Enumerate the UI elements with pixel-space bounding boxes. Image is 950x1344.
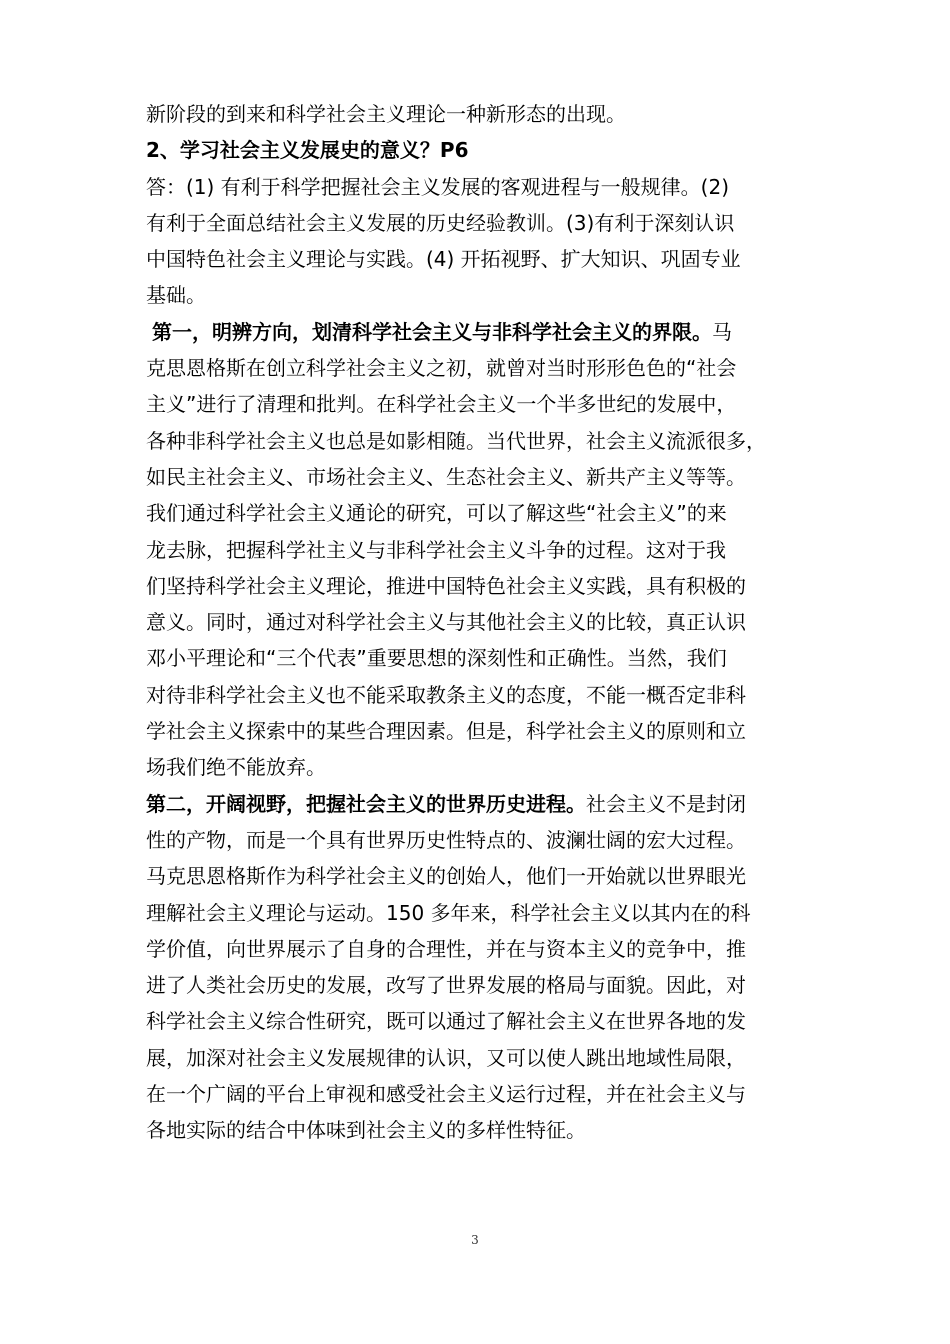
text-line xyxy=(146,858,822,894)
body-text: 各地实际的结合中体味到社会主义的多样性特征。 xyxy=(146,1118,586,1143)
body-text: 马 xyxy=(712,319,732,344)
text-line xyxy=(146,241,822,277)
text-line xyxy=(146,568,822,604)
body-text: 理解社会主义理论与运动。150 多年来，科学社会主义以其内在的科 xyxy=(146,900,751,925)
body-text: 意义。同时，通过对科学社会主义与其他社会主义的比较，真正认识 xyxy=(146,610,746,635)
body-text: 如民主社会主义、市场社会主义、生态社会主义、新共产主义等等。 xyxy=(146,464,746,489)
text-line xyxy=(146,277,822,313)
text-line xyxy=(146,495,822,531)
body-text: 学社会主义探索中的某些合理因素。但是，科学社会主义的原则和立 xyxy=(146,719,746,744)
body-text: 中国特色社会主义理论与实践。(4) 开拓视野、扩大知识、巩固专业 xyxy=(146,247,741,272)
text-line xyxy=(146,350,822,386)
text-line xyxy=(146,386,822,422)
text-line xyxy=(146,931,822,967)
body-text: 马克思恩格斯作为科学社会主义的创始人，他们一开始就以世界眼光 xyxy=(146,864,746,889)
text-line xyxy=(146,1076,822,1112)
text-line xyxy=(146,132,822,168)
text-line xyxy=(146,677,822,713)
text-line xyxy=(146,1040,822,1076)
text-line xyxy=(146,1003,822,1039)
body-text: 邓小平理论和“三个代表”重要思想的深刻性和正确性。当然，我们 xyxy=(146,646,727,671)
body-text: 们坚持科学社会主义理论，推进中国特色社会主义实践，具有积极的 xyxy=(146,573,746,598)
body-text: 答：(1) 有利于科学把握社会主义发展的客观进程与一般规律。(2) xyxy=(146,174,730,199)
text-line xyxy=(146,314,822,350)
body-text: 主义”进行了清理和批判。在科学社会主义一个半多世纪的发展中， xyxy=(146,392,737,417)
body-text: 我们通过科学社会主义通论的研究，可以了解这些“社会主义”的来 xyxy=(146,501,727,526)
body-text: 新阶段的到来和科学社会主义理论一种新形态的出现。 xyxy=(146,102,626,126)
text-line xyxy=(146,822,822,858)
body-text: 龙去脉，把握科学社主义与非科学社会主义斗争的过程。这对于我 xyxy=(146,537,726,562)
text-line xyxy=(146,532,822,568)
text-line xyxy=(146,786,822,822)
text-line xyxy=(146,169,822,205)
body-text: 进了人类社会历史的发展，改写了世界发展的格局与面貌。因此，对 xyxy=(146,973,746,998)
text-line xyxy=(146,967,822,1003)
text-line xyxy=(146,895,822,931)
body-text: 基础。 xyxy=(146,283,206,308)
body-text: 场我们绝不能放弃。 xyxy=(146,755,326,780)
body-text: 各种非科学社会主义也总是如影相随。当代世界，社会主义流派很多， xyxy=(146,428,766,453)
body-text: 科学社会主义综合性研究，既可以通过了解社会主义在世界各地的发 xyxy=(146,1009,746,1034)
body-text: 克思恩格斯在创立科学社会主义之初，就曾对当时形形色色的“社会 xyxy=(146,356,737,381)
body-text: 社会主义不是封闭 xyxy=(586,791,746,816)
document-body xyxy=(146,96,822,1149)
text-line xyxy=(146,1112,822,1148)
body-text: 对待非科学社会主义也不能采取教条主义的态度，不能一概否定非科 xyxy=(146,682,746,707)
text-line xyxy=(146,640,822,676)
body-text: 展，加深对社会主义发展规律的认识，又可以使人跳出地域性局限， xyxy=(146,1045,746,1070)
text-line xyxy=(146,423,822,459)
bold-heading-text: 第二，开阔视野，把握社会主义的世界历史进程。 xyxy=(146,791,586,816)
body-text: 有利于全面总结社会主义发展的历史经验教训。(3)有利于深刻认识 xyxy=(146,210,735,235)
text-line xyxy=(146,96,822,132)
bold-heading-text: 2、学习社会主义发展史的意义？P6 xyxy=(146,138,469,163)
text-line xyxy=(146,604,822,640)
bold-heading-text: 第一，明辨方向，划清科学社会主义与非科学社会主义的界限。 xyxy=(152,319,712,344)
page-number: 3 xyxy=(471,1233,479,1247)
text-line xyxy=(146,205,822,241)
body-text: 在一个广阔的平台上审视和感受社会主义运行过程，并在社会主义与 xyxy=(146,1082,746,1107)
body-text: 性的产物，而是一个具有世界历史性特点的、波澜壮阔的宏大过程。 xyxy=(146,827,746,852)
text-line xyxy=(146,459,822,495)
text-line xyxy=(146,713,822,749)
body-text: 学价值，向世界展示了自身的合理性，并在与资本主义的竞争中，推 xyxy=(146,936,746,961)
text-line xyxy=(146,749,822,785)
